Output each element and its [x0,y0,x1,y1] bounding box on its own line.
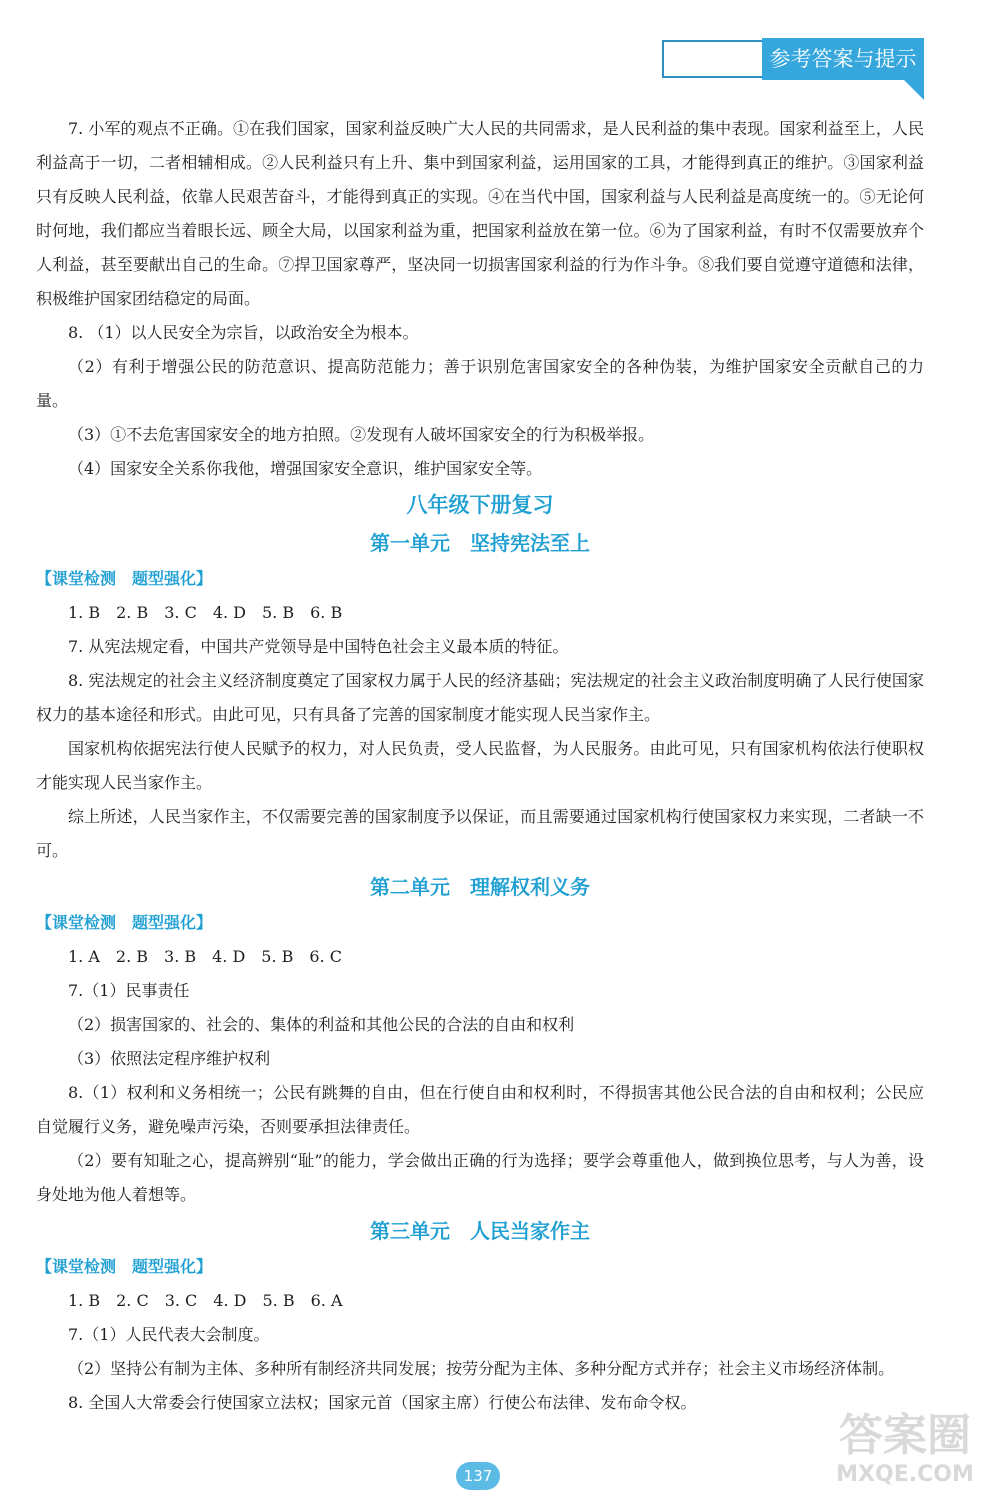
unit1-answer-8-b: 国家机构依据宪法行使人民赋予的权力，对人民负责，受人民监督，为人民服务。由此可见，只有国家机构依法行使职权才能实现人民当家作主。 [36,739,924,792]
header-tag-corner [904,80,924,100]
unit2-answer-7-3: （3）依照法定程序维护权利 [68,1049,271,1068]
header-outline-box [662,40,762,78]
page-content [36,112,924,1420]
unit3-answer-8: 8. 全国人大常委会行使国家立法权；国家元首（国家主席）行使公布法律、发布命令权。 [68,1393,697,1412]
unit3-answer-7-1: 7.（1）人民代表大会制度。 [68,1325,270,1344]
answer-8-1: 8. （1）以人民安全为宗旨，以政治安全为根本。 [68,323,419,342]
unit1-section-tag: 【课堂检测 题型强化】 [36,569,213,588]
answer-7: 7. 小军的观点不正确。①在我们国家，国家利益反映广大人民的共同需求，是人民利益的集中表现。国家利益至上，人民利益高于一切，二者相辅相成。②人民利益只有上升、集中到国家利益，运用国家的工具，才能得到真正的维护。③国家利益只有反映人民利益，依靠人民艰苦奋斗，才能得到真正的实现。④在当代中国，国家利益与人民利益是高度统一的。⑤无论何时何地，我们都应当着眼长远、顾全大局，以国家利益为重，把国家利益放在第一位。⑥为了国家利益，有时不仅需要放弃个人利益，甚至要献出自己的生命。⑦捍卫国家尊严，坚决同一切损害国家利益的行为作斗争。⑧我们要自觉遵守道德和法律，积极维护国家团结稳定的局面。 [36,119,924,308]
unit2-title: 第二单元 理解权利义务 [370,875,590,899]
unit1-mc-answers: 1. B 2. B 3. C 4. D 5. B 6. B [68,603,343,622]
unit2-answer-7-1: 7.（1）民事责任 [68,981,190,1000]
watermark-line1: 答案圈 [839,1410,971,1461]
header-tag: 参考答案与提示 [762,38,924,80]
answer-8-4: （4）国家安全关系你我他，增强国家安全意识，维护国家安全等。 [68,459,543,478]
unit1-answer-8: 8. 宪法规定的社会主义经济制度奠定了国家权力属于人民的经济基础；宪法规定的社会主义政治制度明确了人民行使国家权力的基本途径和形式。由此可见，只有具备了完善的国家制度才能实现人民当家作主。 [36,671,924,724]
unit1-answer-7: 7. 从宪法规定看，中国共产党领导是中国特色社会主义最本质的特征。 [68,637,569,656]
unit2-answer-8-1: 8.（1）权利和义务相统一；公民有跳舞的自由，但在行使自由和权利时，不得损害其他公民合法的自由和权利；公民应自觉履行义务，避免噪声污染，否则要承担法律责任。 [36,1083,924,1136]
page-number: 137 [456,1462,500,1490]
unit3-answer-7-2: （2）坚持公有制为主体、多种所有制经济共同发展；按劳分配为主体、多种分配方式并存；社会主义市场经济体制。 [68,1359,895,1378]
unit2-section-tag: 【课堂检测 题型强化】 [36,913,213,932]
unit2-mc-answers: 1. A 2. B 3. B 4. D 5. B 6. C [68,947,343,966]
watermark [820,1410,990,1488]
unit3-mc-answers: 1. B 2. C 3. C 4. D 5. B 6. A [68,1291,343,1310]
unit2-answer-7-2: （2）损害国家的、社会的、集体的利益和其他公民的合法的自由和权利 [68,1015,575,1034]
unit1-title: 第一单元 坚持宪法至上 [370,531,590,555]
unit2-answer-8-2: （2）要有知耻之心，提高辨别“耻”的能力，学会做出正确的行为选择；要学会尊重他人，做到换位思考，与人为善，设身处地为他人着想等。 [36,1151,924,1204]
watermark-line2: MXQE.COM [836,1462,974,1487]
unit3-title: 第三单元 人民当家作主 [370,1219,590,1243]
unit1-answer-8-c: 综上所述，人民当家作主，不仅需要完善的国家制度予以保证，而且需要通过国家机构行使国家权力来实现，二者缺一不可。 [36,807,924,860]
review-title: 八年级下册复习 [406,493,554,517]
unit3-section-tag: 【课堂检测 题型强化】 [36,1257,213,1276]
answer-8-3: （3）①不去危害国家安全的地方拍照。②发现有人破坏国家安全的行为积极举报。 [68,425,655,444]
answer-8-2: （2）有利于增强公民的防范意识、提高防范能力；善于识别危害国家安全的各种伪装，为维护国家安全贡献自己的力量。 [36,357,924,410]
